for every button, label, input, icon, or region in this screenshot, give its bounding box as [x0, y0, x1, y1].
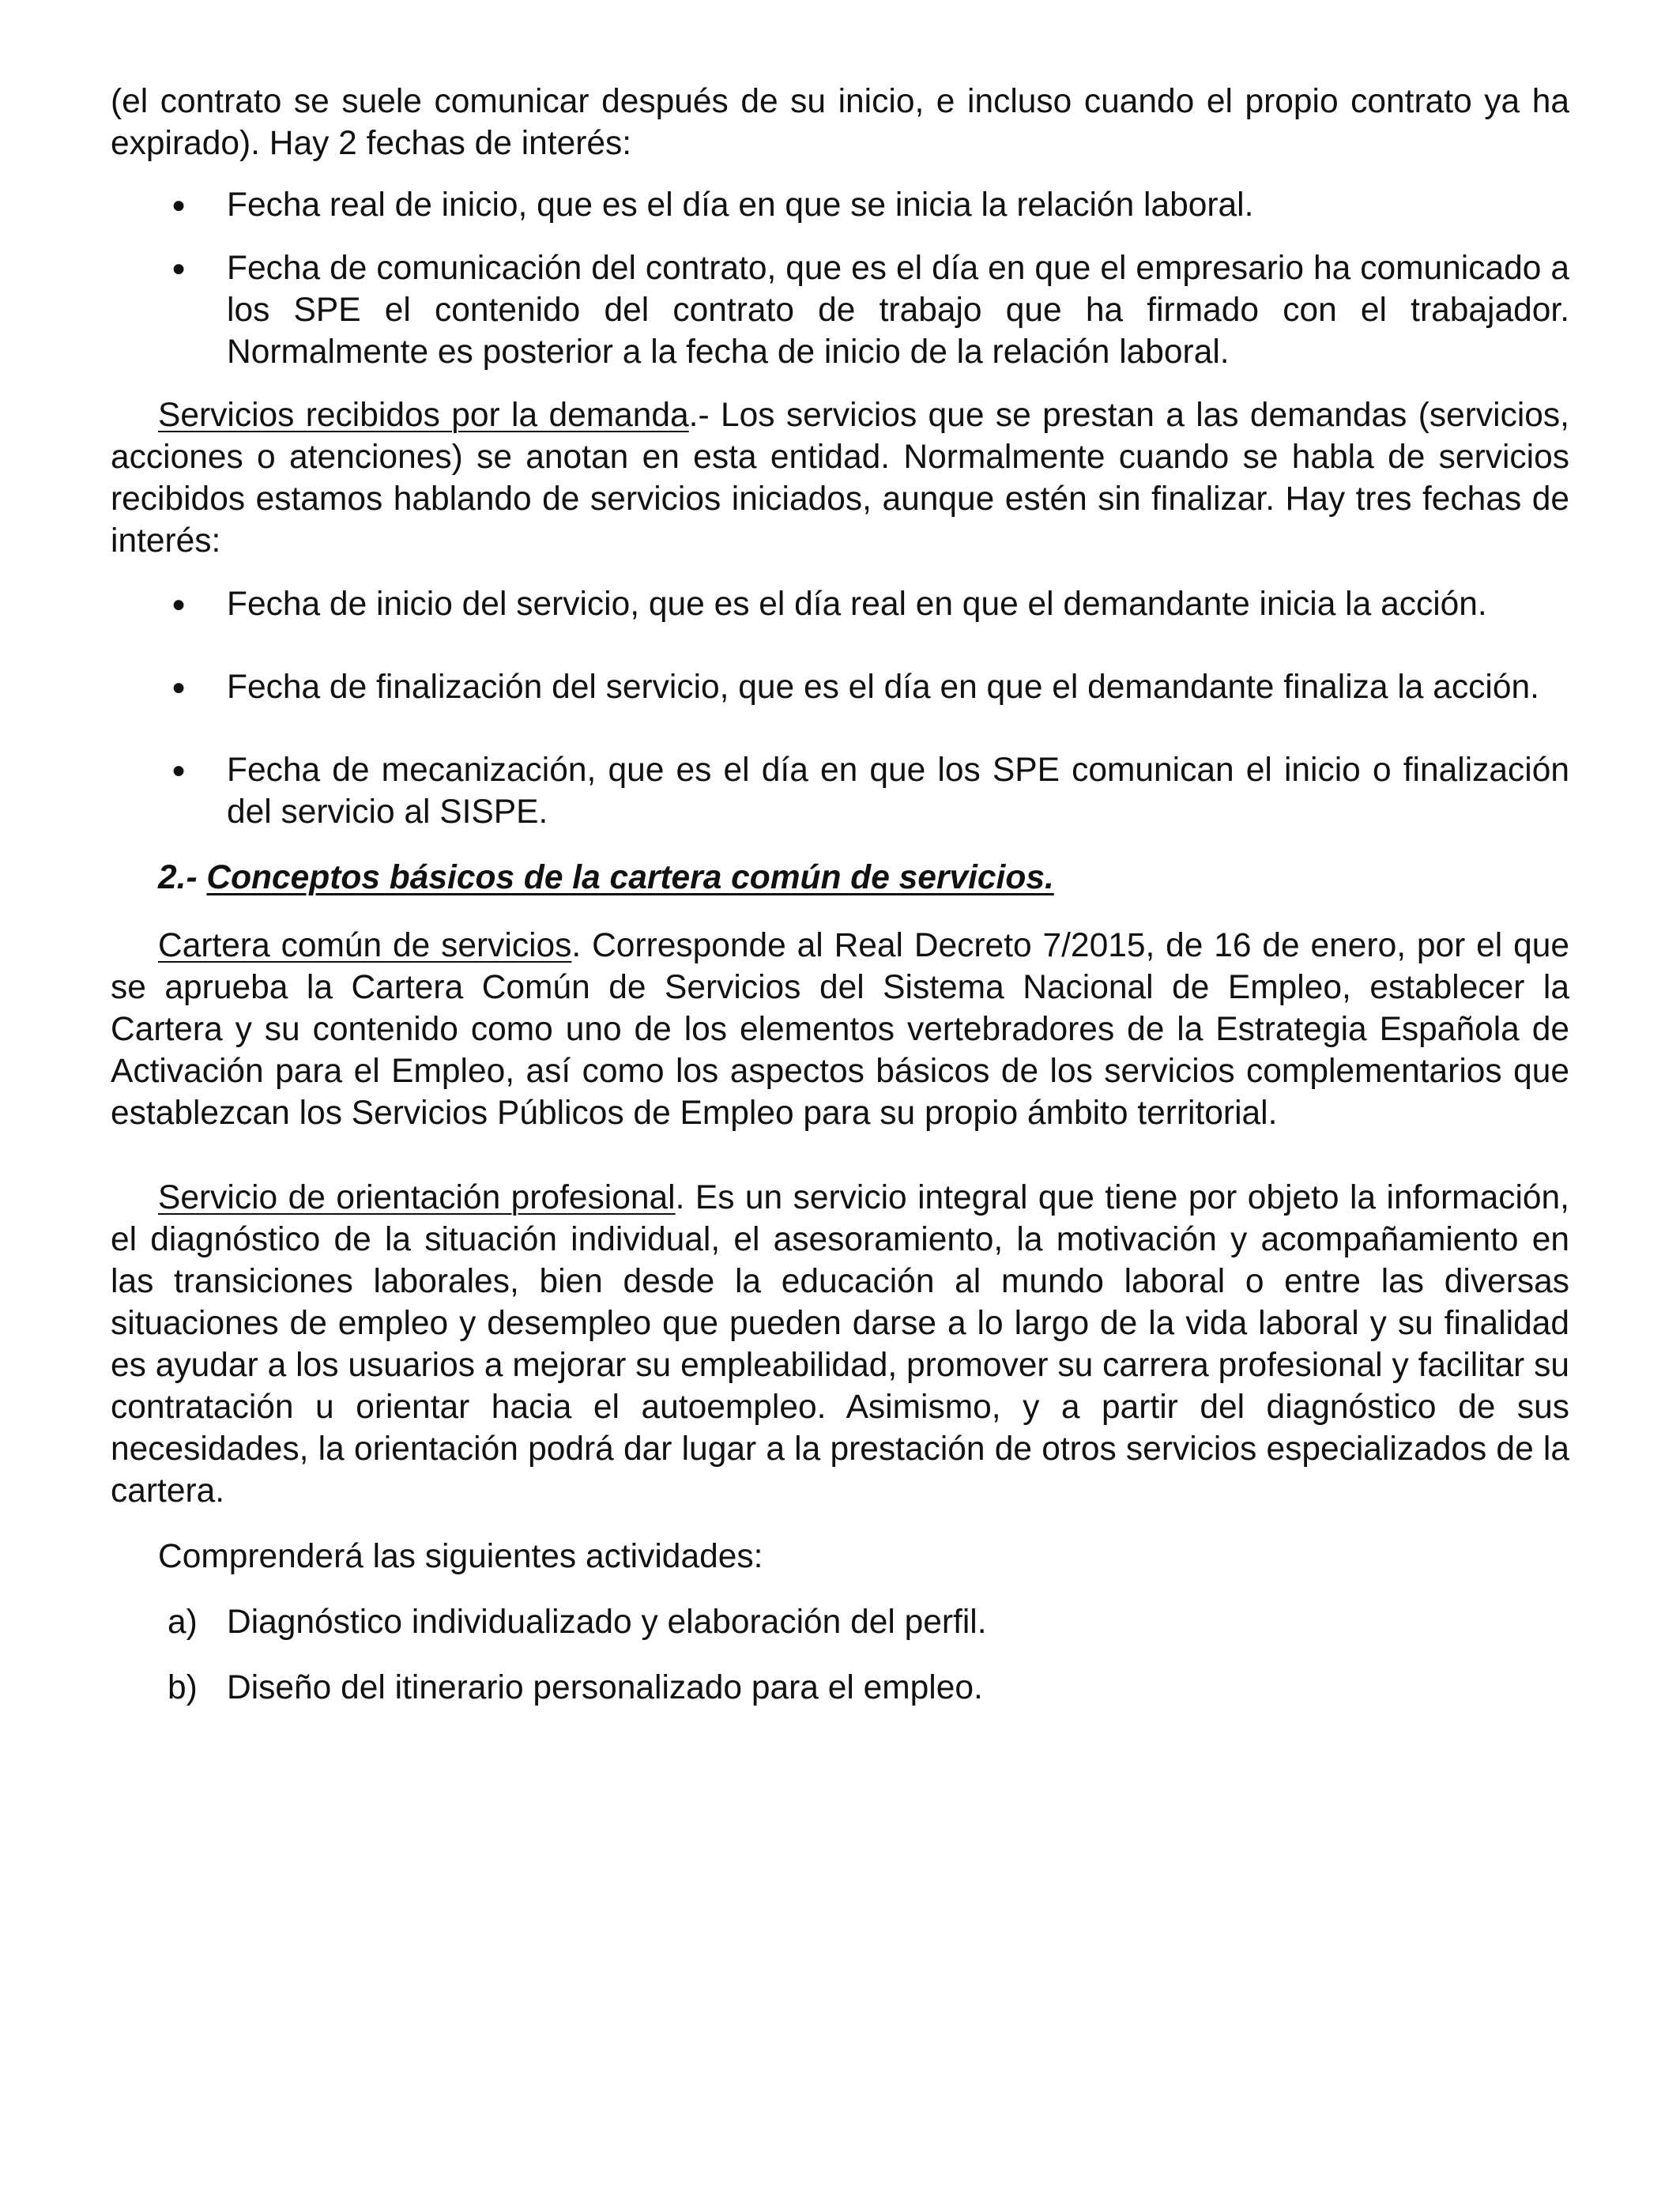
list-item-text: Fecha de comunicación del contrato, que es el día en que el empresario ha comunicado a los SPE el contenido del contrato de trabajo que ha firmado con el trabajador. Normalmente es posterior a la fecha de inicio de la relación laboral. [227, 250, 1569, 371]
bullet-icon: ● [171, 591, 186, 617]
activities-intro: Comprenderá las siguientes actividades: [158, 1538, 763, 1575]
list-item [111, 666, 1569, 708]
services-received-text: .- Los servicios que se prestan a las demandas (servicios, acciones o atenciones) se anotan en esta entidad. Normalmente cuando se habla de servicios recibidos estamos hablando de servicios iniciados, aunque estén sin finalizar. Hay tres fechas de interés: [111, 397, 1569, 560]
list-item-text: Fecha de inicio del servicio, que es el día real en que el demandante inicia la acción. [227, 586, 1487, 623]
services-received-term: Servicios recibidos por la demanda [158, 397, 689, 434]
cartera-term: Cartera común de servicios [158, 927, 572, 964]
activities-list [111, 1601, 1569, 1709]
bullet-icon: ● [171, 255, 186, 281]
list-item [111, 749, 1569, 833]
bullet-icon: ● [171, 674, 186, 700]
list-item [111, 184, 1569, 226]
list-item [111, 583, 1569, 625]
list-item [111, 1601, 1569, 1643]
orientacion-paragraph [111, 1177, 1569, 1512]
list-item-text: Fecha real de inicio, que es el día en que se inicia la relación laboral. [227, 187, 1254, 224]
section-number: 2.- [158, 859, 207, 896]
list-item-text: Diagnóstico individualizado y elaboración del perfil. [227, 1604, 987, 1641]
cartera-paragraph [111, 925, 1569, 1134]
services-received-paragraph [111, 394, 1569, 562]
document-page [111, 81, 1569, 1709]
orientacion-text: . Es un servicio integral que tiene por objeto la información, el diagnóstico de la situación individual, el asesoramiento, la motivación y acompañamiento en las transiciones laborales, bien desde la educación al mundo laboral o entre las diversas situaciones de empleo y desempleo que pueden darse a lo largo de la vida laboral y su finalidad es ayudar a los usuarios a mejorar su empleabilidad, promover su carrera profesional y facilitar su contratación u orientar hacia el autoempleo. Asimismo, y a partir del diagnóstico de sus necesidades, la orientación podrá dar lugar a la prestación de otros servicios especializados de la cartera. [111, 1179, 1569, 1510]
contract-dates-list [111, 184, 1569, 373]
list-item-text: Fecha de finalización del servicio, que es el día en que el demandante finaliza la acción. [227, 669, 1539, 706]
service-dates-list [111, 583, 1569, 833]
list-item [111, 247, 1569, 373]
section-title: Conceptos básicos de la cartera común de servicios. [206, 859, 1054, 896]
list-marker: b) [168, 1669, 198, 1706]
bullet-icon: ● [171, 192, 186, 218]
intro-paragraph: (el contrato se suele comunicar después de su inicio, e incluso cuando el propio contrato ya ha expirado). Hay 2 fechas de interés: [111, 83, 1569, 162]
list-marker: a) [168, 1604, 198, 1641]
list-item [111, 1667, 1569, 1709]
section-heading [111, 857, 1569, 899]
bullet-icon: ● [171, 757, 186, 783]
cartera-text: . Corresponde al Real Decreto 7/2015, de 16 de enero, por el que se aprueba la Cartera Común de Servicios del Sistema Nacional de Empleo, establecer la Cartera y su contenido como uno de los elementos vertebradores de la Estrategia Española de Activación para el Empleo, así como los aspectos básicos de los servicios complementarios que establezcan los Servicios Públicos de Empleo para su propio ámbito territorial. [111, 927, 1569, 1132]
list-item-text: Diseño del itinerario personalizado para el empleo. [227, 1669, 983, 1706]
orientacion-term: Servicio de orientación profesional [158, 1179, 676, 1216]
list-item-text: Fecha de mecanización, que es el día en que los SPE comunican el inicio o finalización del servicio al SISPE. [227, 752, 1569, 831]
